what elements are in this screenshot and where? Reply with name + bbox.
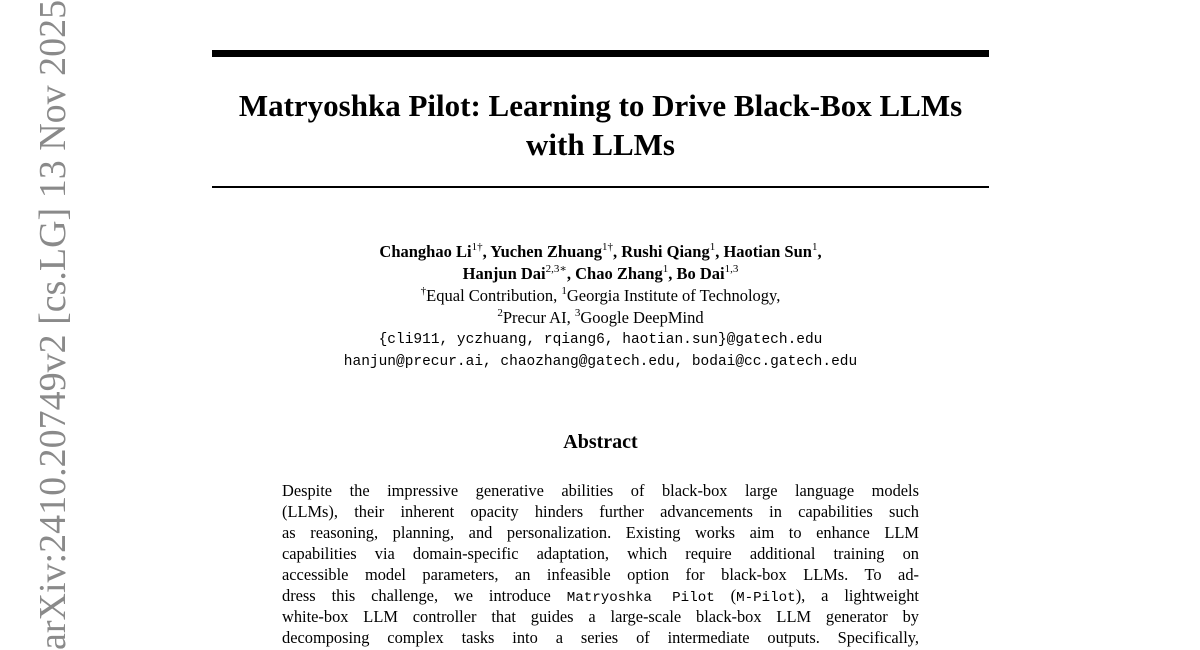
author-affil-mark: 1,3 (724, 262, 739, 275)
method-abbrev-code: M-Pilot (736, 590, 796, 606)
email-line-1: {cli911, yczhuang, rqiang6, haotian.sun}@gatech.edu (378, 332, 823, 348)
author-name: Bo Dai (676, 264, 725, 283)
top-rule (212, 50, 989, 57)
abstract-heading: Abstract (563, 431, 638, 453)
author-affil-mark: 1 (811, 240, 818, 253)
author-affil-mark: 2,3∗ (545, 262, 567, 275)
author-block (212, 241, 989, 373)
abstract-body (282, 480, 919, 648)
abstract-line: (LLMs), their inherent opacity hinders further advancements in capabilities such (282, 502, 919, 521)
email-line-2: hanjun@precur.ai, chaozhang@gatech.edu, bodai@cc.gatech.edu (343, 354, 858, 370)
author-name: Haotian Sun (723, 242, 812, 261)
method-name-code: Matryoshka Pilot (566, 590, 715, 606)
author-affil-mark: 1† (601, 240, 613, 253)
paper-title (212, 86, 989, 164)
author-name: Chao Zhang (575, 264, 663, 283)
abstract-line: as reasoning, planning, and personalization. Existing works aim to enhance LLM (282, 523, 919, 542)
abstract-line: accessible model parameters, an infeasible option for black-box LLMs. To ad- (282, 565, 919, 584)
abstract-line: white-box LLM controller that guides a large-scale black-box LLM generator by (282, 607, 919, 626)
author-line-2: Hanjun Dai$^{2,3∗}$, Chao Zhang$^1$, Bo Dai$^{1,3}$ (462, 262, 739, 283)
arxiv-stamp: arXiv:2410.20749v2 [cs.LG] 13 Nov 2025 (32, 0, 74, 650)
title-line-1: Matryoshka Pilot: Learning to Drive Black-Box LLMs (238, 88, 963, 123)
author-line-1: Changhao $Li^{1\dagger}$, Yuchen Zhuang$^{1\dagger}$, Rushi Qiang$^1$, Haotian Sun$^1$, (379, 240, 822, 261)
author-name: Changhao Li (379, 242, 472, 261)
affiliation-line-2: $^2$Precur AI, $^3$Google DeepMind (497, 306, 704, 327)
abstract-line: decomposing complex tasks into a series of intermediate outputs. Specifically, (282, 628, 919, 647)
author-affil-mark: 1 (662, 262, 669, 275)
affiliation-line-1: †Equal Contribution, $^1$Georgia Institute of Technology, (420, 284, 781, 305)
author-name: Hanjun Dai (462, 264, 546, 283)
title-rule (212, 186, 989, 188)
author-affil-mark: 1 (709, 240, 716, 253)
author-name: Yuchen Zhuang (490, 242, 602, 261)
abstract-line: Despite the impressive generative abilities of black-box large language models (282, 481, 919, 500)
author-name: Rushi Qiang (621, 242, 710, 261)
abstract-line: dress this challenge, we introduce Matryoshka Pilot (M-Pilot), a lightweight (282, 586, 919, 606)
abstract-line: capabilities via domain-specific adaptation, which require additional training on (282, 544, 919, 563)
author-affil-mark: 1† (471, 240, 483, 253)
title-line-2: with LLMs (526, 127, 675, 162)
